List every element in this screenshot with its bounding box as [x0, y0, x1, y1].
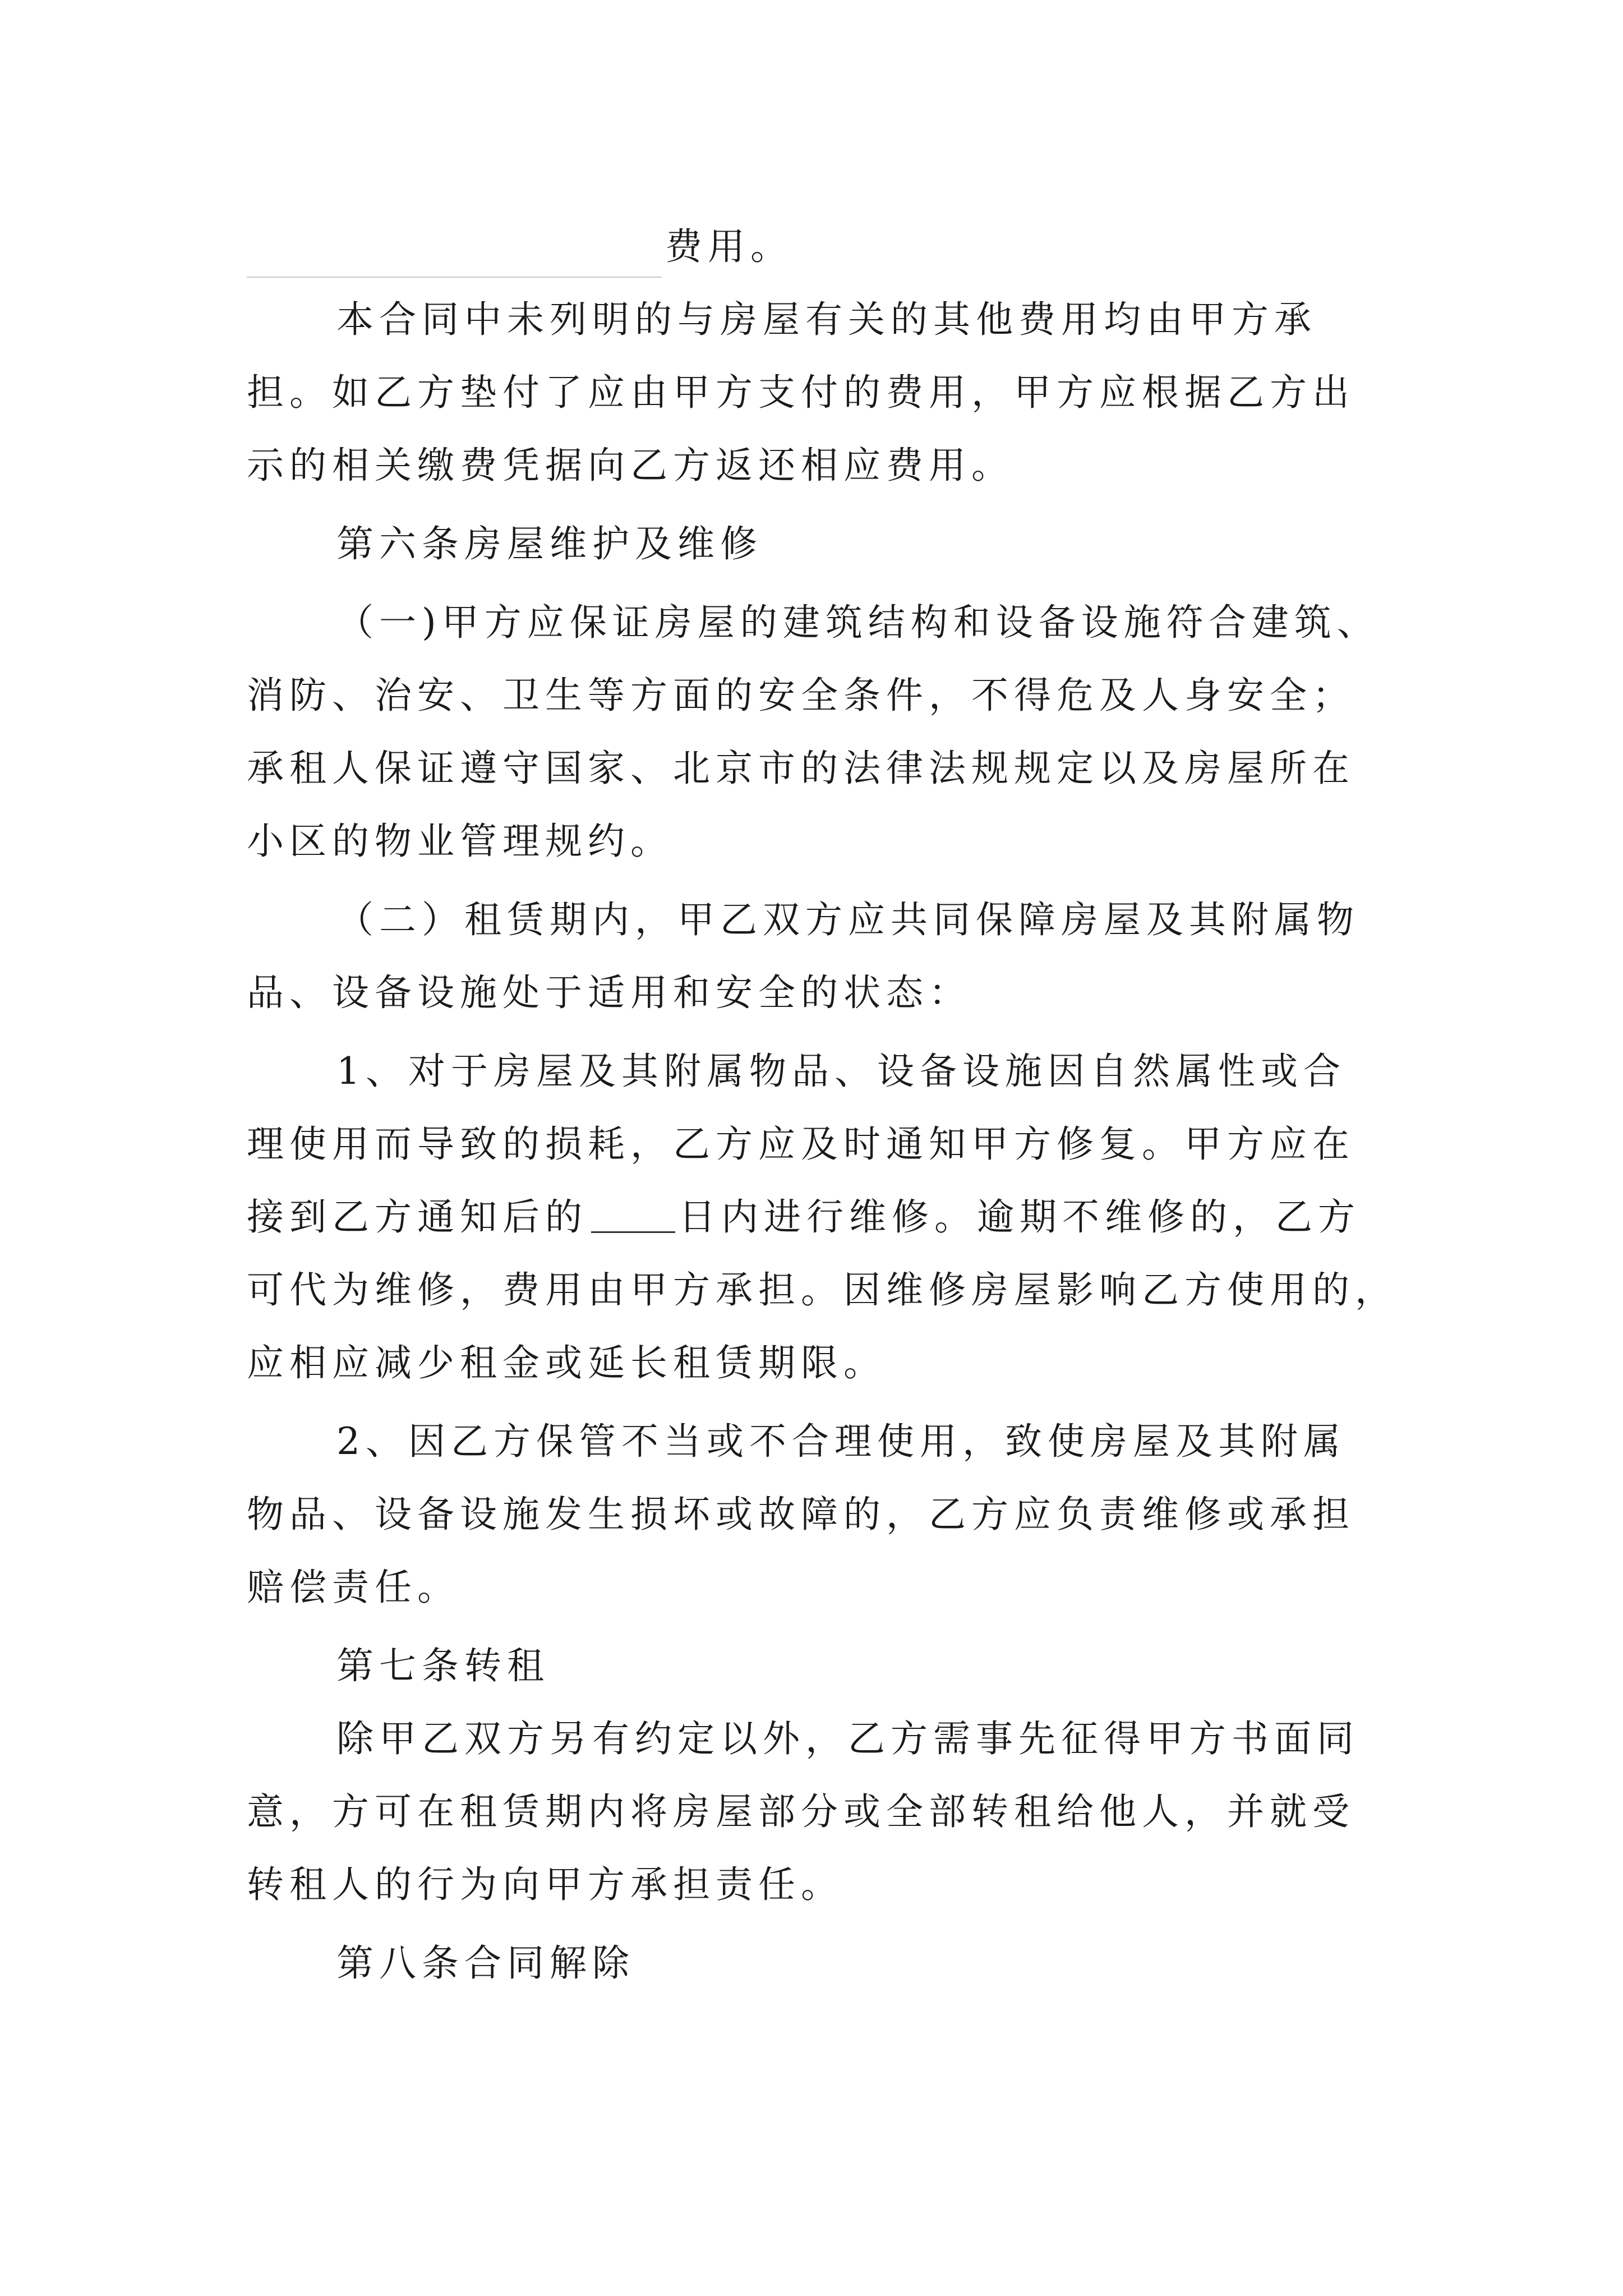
fee-line [0, 216, 1623, 278]
fee-line-suffix: 费用。 [665, 225, 793, 268]
paragraph-line: 理使用而导致的损耗，乙方应及时通知甲方修复。甲方应在 [247, 1122, 1355, 1166]
article-8-heading: 第八条合同解除 [336, 1941, 635, 1985]
paragraph-line: 赔偿责任。 [247, 1566, 460, 1609]
paragraph-line: 品、设备设施处于适用和安全的状态： [247, 971, 971, 1014]
paragraph-line: 小区的物业管理规约。 [247, 820, 673, 863]
paragraph-line: 本合同中未列明的与房屋有关的其他费用均由甲方承 [336, 298, 1317, 341]
paragraph-line: 承租人保证遵守国家、北京市的法律法规规定以及房屋所在 [247, 747, 1355, 790]
paragraph-line: 可代为维修，费用由甲方承担。因维修房屋影响乙方使用的， [247, 1268, 1398, 1312]
article-7-heading: 第七条转租 [336, 1644, 550, 1687]
paragraph-line: 2、因乙方保管不当或不合理使用，致使房屋及其附属 [336, 1420, 1346, 1463]
paragraph-line: 消防、治安、卫生等方面的安全条件，不得危及人身安全； [247, 674, 1355, 717]
paragraph-line: 转租人的行为向甲方承担责任。 [247, 1863, 843, 1906]
article-6-heading: 第六条房屋维护及维修 [336, 522, 763, 565]
paragraph-line: 除甲乙双方另有约定以外，乙方需事先征得甲方书面同 [336, 1717, 1359, 1760]
fill-blank-fee[interactable] [247, 240, 662, 278]
paragraph-line: 应相应减少租金或延长租赁期限。 [247, 1341, 886, 1384]
paragraph-line: 担。如乙方垫付了应由甲方支付的费用，甲方应根据乙方出 [247, 371, 1355, 414]
paragraph-line: 示的相关缴费凭据向乙方返还相应费用。 [247, 444, 1014, 487]
repair-days-suffix: 日内进行维修。逾期不维修的，乙方 [679, 1195, 1361, 1239]
paragraph-line: （二）租赁期内，甲乙双方应共同保障房屋及其附属物 [336, 898, 1359, 941]
paragraph-line: （一)甲方应保证房屋的建筑结构和设备设施符合建筑、 [336, 601, 1380, 644]
repair-days-line [0, 1186, 1623, 1248]
paragraph-line: 意，方可在租赁期内将房屋部分或全部转租给他人，并就受 [247, 1790, 1355, 1833]
repair-days-prefix: 接到乙方通知后的 [247, 1195, 588, 1239]
fill-blank-days[interactable] [591, 1198, 675, 1233]
paragraph-line: 物品、设备设施发生损坏或故障的，乙方应负责维修或承担 [247, 1493, 1355, 1536]
paragraph-line: 1、对于房屋及其附属物品、设备设施因自然属性或合 [336, 1050, 1346, 1093]
